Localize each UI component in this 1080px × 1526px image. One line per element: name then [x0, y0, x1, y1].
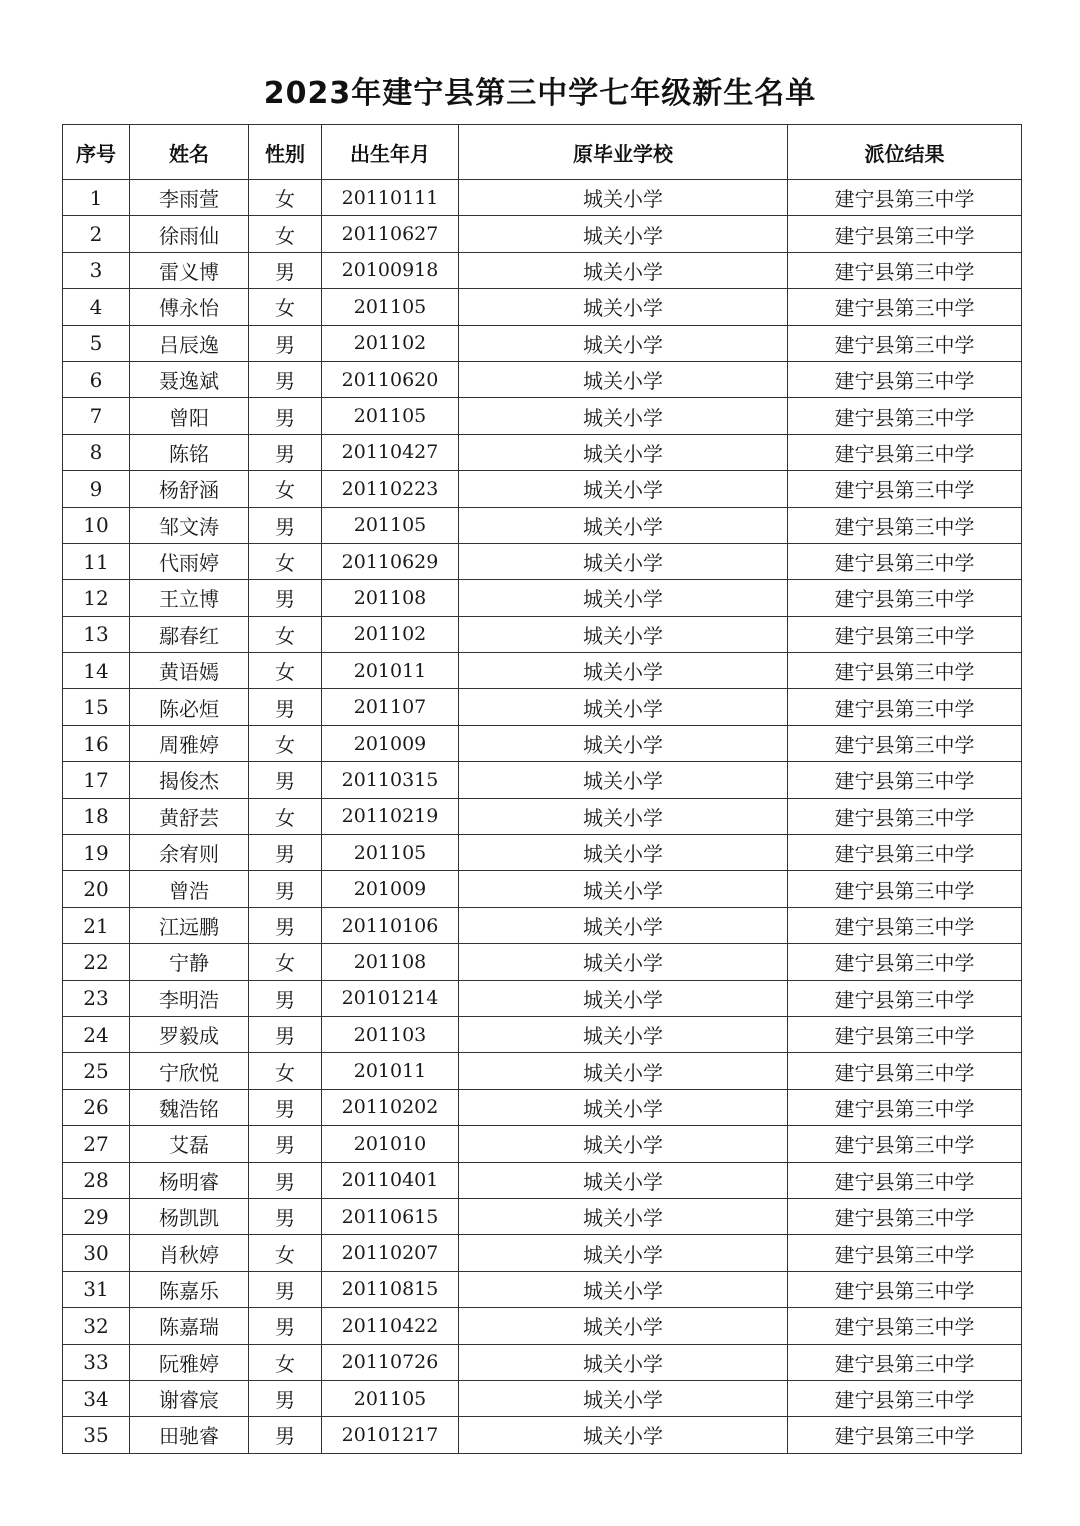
cell-placement-result: 建宁县第三中学	[788, 1417, 1022, 1453]
cell-birth-date: 20110401	[322, 1162, 459, 1198]
cell-gender: 男	[249, 507, 322, 543]
cell-placement-result: 建宁县第三中学	[788, 1344, 1022, 1380]
cell-name: 李雨萱	[130, 180, 249, 216]
table-header-row	[63, 125, 1022, 180]
cell-placement-result: 建宁县第三中学	[788, 1016, 1022, 1052]
cell-birth-date: 20110219	[322, 798, 459, 834]
table-row	[63, 289, 1022, 325]
cell-name: 代雨婷	[130, 543, 249, 579]
cell-gender: 女	[249, 471, 322, 507]
cell-birth-date: 20101214	[322, 980, 459, 1016]
cell-gender: 男	[249, 689, 322, 725]
table-row	[63, 434, 1022, 470]
cell-birth-date: 20110223	[322, 471, 459, 507]
student-roster-table	[62, 124, 1022, 1454]
cell-gender: 女	[249, 653, 322, 689]
cell-name: 陈嘉乐	[130, 1271, 249, 1307]
cell-index: 21	[63, 907, 130, 943]
cell-birth-date: 201108	[322, 580, 459, 616]
cell-index: 14	[63, 653, 130, 689]
cell-birth-date: 20101217	[322, 1417, 459, 1453]
cell-gender: 男	[249, 835, 322, 871]
table-row	[63, 1089, 1022, 1125]
column-header-previous-school: 原毕业学校	[459, 125, 788, 180]
cell-previous-school: 城关小学	[459, 507, 788, 543]
table-row	[63, 798, 1022, 834]
cell-previous-school: 城关小学	[459, 216, 788, 252]
cell-index: 28	[63, 1162, 130, 1198]
cell-placement-result: 建宁县第三中学	[788, 507, 1022, 543]
document-title: 2023年建宁县第三中学七年级新生名单	[263, 76, 817, 111]
cell-index: 12	[63, 580, 130, 616]
cell-placement-result: 建宁县第三中学	[788, 471, 1022, 507]
cell-index: 25	[63, 1053, 130, 1089]
table-row	[63, 980, 1022, 1016]
column-header-gender: 性别	[249, 125, 322, 180]
cell-index: 33	[63, 1344, 130, 1380]
cell-name: 陈必烜	[130, 689, 249, 725]
cell-gender: 男	[249, 580, 322, 616]
cell-placement-result: 建宁县第三中学	[788, 289, 1022, 325]
column-header-name: 姓名	[130, 125, 249, 180]
table-row	[63, 689, 1022, 725]
cell-name: 徐雨仙	[130, 216, 249, 252]
cell-previous-school: 城关小学	[459, 1089, 788, 1125]
cell-name: 周雅婷	[130, 725, 249, 761]
cell-gender: 男	[249, 907, 322, 943]
cell-placement-result: 建宁县第三中学	[788, 361, 1022, 397]
table-row	[63, 180, 1022, 216]
table-row	[63, 398, 1022, 434]
cell-name: 江远鹏	[130, 907, 249, 943]
cell-birth-date: 201102	[322, 325, 459, 361]
table-row	[63, 762, 1022, 798]
cell-index: 13	[63, 616, 130, 652]
cell-index: 8	[63, 434, 130, 470]
cell-placement-result: 建宁县第三中学	[788, 1126, 1022, 1162]
cell-placement-result: 建宁县第三中学	[788, 1380, 1022, 1416]
cell-placement-result: 建宁县第三中学	[788, 835, 1022, 871]
cell-placement-result: 建宁县第三中学	[788, 798, 1022, 834]
cell-index: 19	[63, 835, 130, 871]
cell-birth-date: 201105	[322, 289, 459, 325]
cell-index: 2	[63, 216, 130, 252]
cell-previous-school: 城关小学	[459, 762, 788, 798]
cell-birth-date: 201011	[322, 1053, 459, 1089]
cell-birth-date: 20110815	[322, 1271, 459, 1307]
cell-birth-date: 20110106	[322, 907, 459, 943]
cell-name: 杨明睿	[130, 1162, 249, 1198]
cell-index: 17	[63, 762, 130, 798]
cell-previous-school: 城关小学	[459, 1271, 788, 1307]
cell-gender: 女	[249, 798, 322, 834]
cell-index: 18	[63, 798, 130, 834]
cell-index: 7	[63, 398, 130, 434]
cell-placement-result: 建宁县第三中学	[788, 543, 1022, 579]
cell-name: 杨舒涵	[130, 471, 249, 507]
cell-name: 田驰睿	[130, 1417, 249, 1453]
cell-placement-result: 建宁县第三中学	[788, 580, 1022, 616]
cell-name: 肖秋婷	[130, 1235, 249, 1271]
cell-name: 曾阳	[130, 398, 249, 434]
cell-previous-school: 城关小学	[459, 653, 788, 689]
cell-birth-date: 20110315	[322, 762, 459, 798]
cell-placement-result: 建宁县第三中学	[788, 1198, 1022, 1234]
table-row	[63, 835, 1022, 871]
cell-birth-date: 20100918	[322, 252, 459, 288]
table-row	[63, 1380, 1022, 1416]
cell-index: 3	[63, 252, 130, 288]
table-row	[63, 1344, 1022, 1380]
cell-name: 黄舒芸	[130, 798, 249, 834]
cell-gender: 男	[249, 434, 322, 470]
table-row	[63, 725, 1022, 761]
cell-gender: 女	[249, 1344, 322, 1380]
cell-placement-result: 建宁县第三中学	[788, 325, 1022, 361]
cell-birth-date: 201103	[322, 1016, 459, 1052]
cell-previous-school: 城关小学	[459, 471, 788, 507]
cell-previous-school: 城关小学	[459, 289, 788, 325]
cell-birth-date: 201105	[322, 1380, 459, 1416]
table-row	[63, 216, 1022, 252]
cell-gender: 女	[249, 543, 322, 579]
cell-name: 魏浩铭	[130, 1089, 249, 1125]
cell-previous-school: 城关小学	[459, 1235, 788, 1271]
cell-previous-school: 城关小学	[459, 325, 788, 361]
table-row	[63, 471, 1022, 507]
cell-name: 黄语嫣	[130, 653, 249, 689]
cell-placement-result: 建宁县第三中学	[788, 180, 1022, 216]
cell-birth-date: 20110207	[322, 1235, 459, 1271]
cell-index: 24	[63, 1016, 130, 1052]
cell-previous-school: 城关小学	[459, 980, 788, 1016]
cell-gender: 女	[249, 1235, 322, 1271]
cell-gender: 男	[249, 252, 322, 288]
cell-previous-school: 城关小学	[459, 180, 788, 216]
column-header-birth-date: 出生年月	[322, 125, 459, 180]
cell-index: 10	[63, 507, 130, 543]
cell-name: 王立博	[130, 580, 249, 616]
cell-placement-result: 建宁县第三中学	[788, 1053, 1022, 1089]
cell-placement-result: 建宁县第三中学	[788, 1308, 1022, 1344]
cell-birth-date: 20110422	[322, 1308, 459, 1344]
table-row	[63, 361, 1022, 397]
cell-placement-result: 建宁县第三中学	[788, 1089, 1022, 1125]
cell-index: 22	[63, 944, 130, 980]
cell-birth-date: 201009	[322, 725, 459, 761]
cell-gender: 男	[249, 980, 322, 1016]
cell-index: 15	[63, 689, 130, 725]
cell-previous-school: 城关小学	[459, 1198, 788, 1234]
cell-gender: 男	[249, 1162, 322, 1198]
cell-index: 32	[63, 1308, 130, 1344]
cell-gender: 女	[249, 180, 322, 216]
cell-previous-school: 城关小学	[459, 907, 788, 943]
cell-previous-school: 城关小学	[459, 835, 788, 871]
table-row	[63, 944, 1022, 980]
cell-birth-date: 20110202	[322, 1089, 459, 1125]
cell-gender: 男	[249, 325, 322, 361]
cell-index: 29	[63, 1198, 130, 1234]
cell-name: 邹文涛	[130, 507, 249, 543]
cell-placement-result: 建宁县第三中学	[788, 1271, 1022, 1307]
cell-gender: 男	[249, 1016, 322, 1052]
cell-previous-school: 城关小学	[459, 944, 788, 980]
table-row	[63, 871, 1022, 907]
cell-placement-result: 建宁县第三中学	[788, 252, 1022, 288]
table-row	[63, 1235, 1022, 1271]
cell-name: 陈嘉瑞	[130, 1308, 249, 1344]
cell-index: 34	[63, 1380, 130, 1416]
cell-birth-date: 20110615	[322, 1198, 459, 1234]
cell-placement-result: 建宁县第三中学	[788, 689, 1022, 725]
cell-name: 余宥则	[130, 835, 249, 871]
table-row	[63, 252, 1022, 288]
cell-index: 1	[63, 180, 130, 216]
cell-index: 23	[63, 980, 130, 1016]
cell-placement-result: 建宁县第三中学	[788, 1235, 1022, 1271]
cell-placement-result: 建宁县第三中学	[788, 980, 1022, 1016]
cell-name: 雷义博	[130, 252, 249, 288]
cell-previous-school: 城关小学	[459, 543, 788, 579]
table-row	[63, 507, 1022, 543]
cell-name: 宁静	[130, 944, 249, 980]
cell-previous-school: 城关小学	[459, 1417, 788, 1453]
cell-previous-school: 城关小学	[459, 616, 788, 652]
cell-birth-date: 201108	[322, 944, 459, 980]
cell-gender: 男	[249, 1417, 322, 1453]
cell-birth-date: 20110620	[322, 361, 459, 397]
table-row	[63, 616, 1022, 652]
cell-previous-school: 城关小学	[459, 1344, 788, 1380]
cell-index: 9	[63, 471, 130, 507]
cell-birth-date: 20110726	[322, 1344, 459, 1380]
cell-name: 李明浩	[130, 980, 249, 1016]
cell-gender: 男	[249, 1271, 322, 1307]
cell-index: 31	[63, 1271, 130, 1307]
cell-index: 4	[63, 289, 130, 325]
cell-placement-result: 建宁县第三中学	[788, 762, 1022, 798]
cell-previous-school: 城关小学	[459, 1380, 788, 1416]
cell-birth-date: 20110427	[322, 434, 459, 470]
cell-name: 吕辰逸	[130, 325, 249, 361]
cell-index: 26	[63, 1089, 130, 1125]
cell-name: 揭俊杰	[130, 762, 249, 798]
cell-name: 艾磊	[130, 1126, 249, 1162]
cell-previous-school: 城关小学	[459, 725, 788, 761]
cell-birth-date: 201105	[322, 835, 459, 871]
cell-birth-date: 20110627	[322, 216, 459, 252]
table-row	[63, 325, 1022, 361]
cell-index: 35	[63, 1417, 130, 1453]
column-header-placement-result: 派位结果	[788, 125, 1022, 180]
cell-name: 谢睿宸	[130, 1380, 249, 1416]
cell-index: 20	[63, 871, 130, 907]
cell-placement-result: 建宁县第三中学	[788, 1162, 1022, 1198]
table-row	[63, 1308, 1022, 1344]
cell-name: 罗毅成	[130, 1016, 249, 1052]
cell-gender: 女	[249, 1053, 322, 1089]
cell-placement-result: 建宁县第三中学	[788, 398, 1022, 434]
cell-placement-result: 建宁县第三中学	[788, 653, 1022, 689]
cell-gender: 女	[249, 725, 322, 761]
cell-name: 杨凯凯	[130, 1198, 249, 1234]
cell-name: 陈铭	[130, 434, 249, 470]
table-row	[63, 907, 1022, 943]
cell-index: 11	[63, 543, 130, 579]
cell-placement-result: 建宁县第三中学	[788, 616, 1022, 652]
cell-gender: 女	[249, 289, 322, 325]
cell-name: 鄢春红	[130, 616, 249, 652]
cell-gender: 男	[249, 1126, 322, 1162]
column-header-index: 序号	[63, 125, 130, 180]
cell-birth-date: 201011	[322, 653, 459, 689]
cell-birth-date: 201105	[322, 398, 459, 434]
cell-previous-school: 城关小学	[459, 361, 788, 397]
cell-gender: 男	[249, 871, 322, 907]
cell-index: 5	[63, 325, 130, 361]
cell-name: 曾浩	[130, 871, 249, 907]
cell-gender: 男	[249, 1380, 322, 1416]
cell-index: 16	[63, 725, 130, 761]
table-row	[63, 543, 1022, 579]
cell-placement-result: 建宁县第三中学	[788, 871, 1022, 907]
cell-previous-school: 城关小学	[459, 1162, 788, 1198]
table-row	[63, 580, 1022, 616]
table-row	[63, 1162, 1022, 1198]
cell-index: 6	[63, 361, 130, 397]
table-row	[63, 653, 1022, 689]
cell-previous-school: 城关小学	[459, 689, 788, 725]
cell-index: 30	[63, 1235, 130, 1271]
cell-previous-school: 城关小学	[459, 252, 788, 288]
cell-name: 聂逸斌	[130, 361, 249, 397]
cell-birth-date: 201009	[322, 871, 459, 907]
cell-gender: 男	[249, 1089, 322, 1125]
table-row	[63, 1417, 1022, 1453]
cell-previous-school: 城关小学	[459, 1053, 788, 1089]
cell-birth-date: 201107	[322, 689, 459, 725]
cell-gender: 女	[249, 944, 322, 980]
cell-birth-date: 201102	[322, 616, 459, 652]
table-row	[63, 1126, 1022, 1162]
cell-name: 宁欣悦	[130, 1053, 249, 1089]
cell-gender: 男	[249, 398, 322, 434]
table-body	[63, 180, 1022, 1454]
cell-previous-school: 城关小学	[459, 1016, 788, 1052]
cell-gender: 女	[249, 216, 322, 252]
cell-birth-date: 201105	[322, 507, 459, 543]
cell-placement-result: 建宁县第三中学	[788, 944, 1022, 980]
cell-placement-result: 建宁县第三中学	[788, 216, 1022, 252]
cell-placement-result: 建宁县第三中学	[788, 434, 1022, 470]
table-row	[63, 1016, 1022, 1052]
cell-previous-school: 城关小学	[459, 871, 788, 907]
cell-previous-school: 城关小学	[459, 798, 788, 834]
cell-placement-result: 建宁县第三中学	[788, 725, 1022, 761]
cell-previous-school: 城关小学	[459, 580, 788, 616]
cell-name: 傅永怡	[130, 289, 249, 325]
cell-birth-date: 20110629	[322, 543, 459, 579]
table-row	[63, 1053, 1022, 1089]
table-row	[63, 1198, 1022, 1234]
cell-gender: 男	[249, 1198, 322, 1234]
cell-birth-date: 201010	[322, 1126, 459, 1162]
cell-gender: 男	[249, 762, 322, 798]
cell-previous-school: 城关小学	[459, 1308, 788, 1344]
cell-index: 27	[63, 1126, 130, 1162]
cell-previous-school: 城关小学	[459, 1126, 788, 1162]
cell-gender: 男	[249, 1308, 322, 1344]
cell-gender: 女	[249, 616, 322, 652]
cell-birth-date: 20110111	[322, 180, 459, 216]
cell-gender: 男	[249, 361, 322, 397]
cell-previous-school: 城关小学	[459, 398, 788, 434]
table-row	[63, 1271, 1022, 1307]
cell-previous-school: 城关小学	[459, 434, 788, 470]
cell-placement-result: 建宁县第三中学	[788, 907, 1022, 943]
cell-name: 阮雅婷	[130, 1344, 249, 1380]
